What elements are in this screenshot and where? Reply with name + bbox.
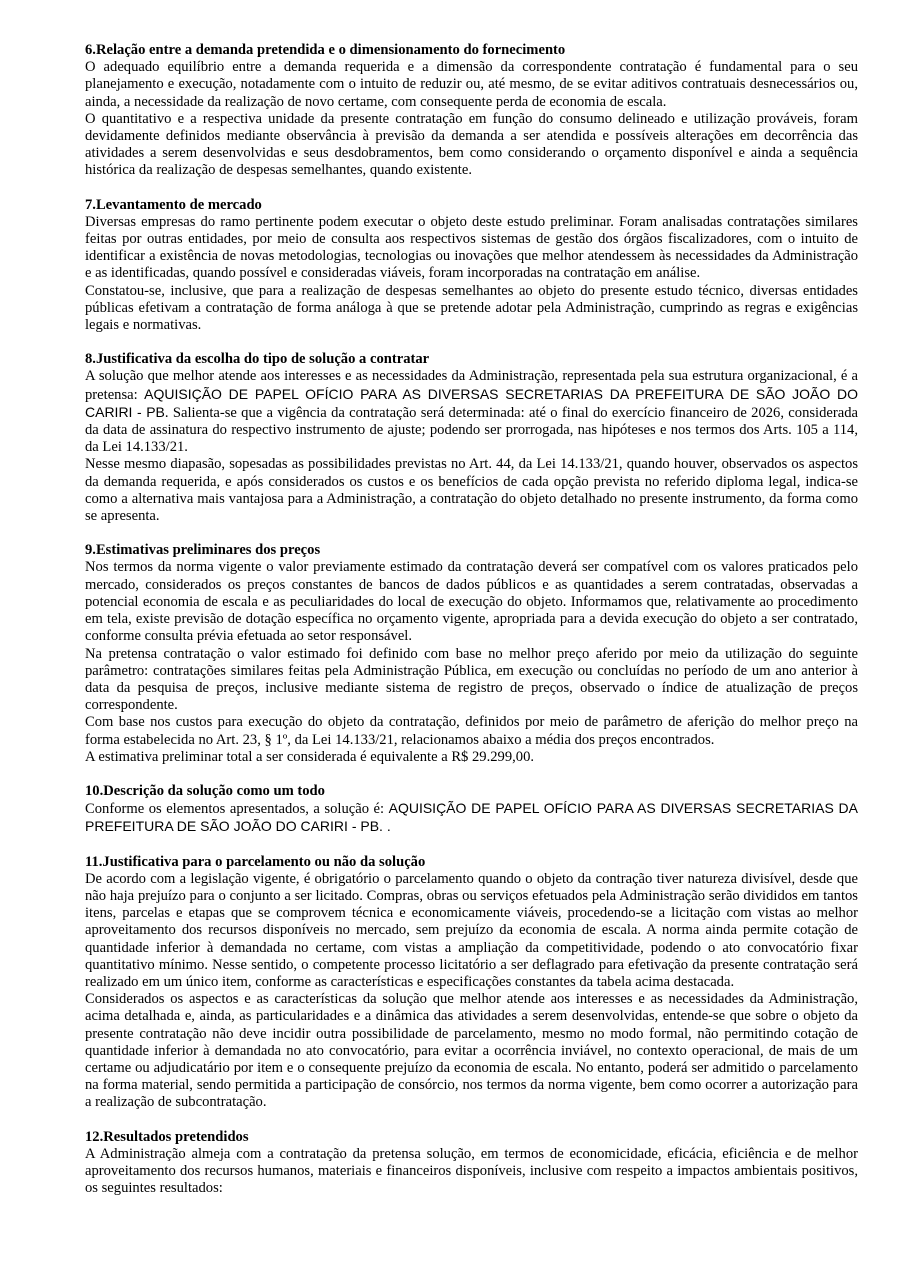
- section-heading: 12.Resultados pretendidos: [85, 1128, 249, 1145]
- paragraph-text: Conforme os elementos apresentados, a solução é:: [85, 801, 389, 818]
- section-8: [85, 351, 858, 525]
- paragraph: De acordo com a legislação vigente, é obrigatório o parcelamento quando o objeto da contração tiver natureza divisível, desde que não haja prejuízo para o conjunto a ser licitado. Compras, obras ou serviços efetuados pela Administração serão divididos em tantos itens, parcelas e etapas que se comprovem técnica e economicamente viáveis, procedendo-se a licitação com vistas ao melhor aproveitamento dos recursos disponíveis no mercado, sem prejuízo da economia de escala. A norma ainda permite cotação de quantidade inferior à demandada no certame, com vistas a ampliação da competitividade, podendo o ato convocatório fixar quantitativo mínimo. Nesse sentido, o competente processo licitatório a ser deflagrado para efetivação da presente contratação será realizado em um único item, conforme as características e especificações constantes da tabela acima destacada.: [85, 870, 858, 990]
- paragraph: O quantitativo e a respectiva unidade da presente contratação em função do consumo delineado e utilização prováveis, foram devidamente definidos mediante observância à previsão da demanda a ser atendida e possíveis alterações em decorrência das atividades a serem desenvolvidas e seus desdobramentos, bem como considerando o orçamento disponível e ainda a sequência histórica da realização de despesas semelhantes, quando existente.: [85, 110, 858, 179]
- paragraph: A estimativa preliminar total a ser considerada é equivalente a R$ 29.299,00.: [85, 748, 535, 765]
- paragraph: O adequado equilíbrio entre a demanda requerida e a dimensão da correspondente contratação é fundamental para o seu planejamento e execução, notadamente com o intuito de reduzir ou, até mesmo, de se evitar aditivos contratuais desnecessários ou, ainda, a necessidade da realização de novo certame, com consequente perda de economia de escala.: [85, 59, 858, 110]
- section-heading: 10.Descrição da solução como um todo: [85, 782, 325, 799]
- paragraph: Na pretensa contratação o valor estimado foi definido com base no melhor preço aferido por meio da utilização do seguinte parâmetro: contratações similares feitas pela Administração Pública, em execução ou concluídas no período de um ano anterior à data da pesquisa de preços, inclusive mediante sistema de registro de preços, observado o índice de atualização de preços correspondente.: [85, 645, 858, 714]
- section-heading: 11.Justificativa para o parcelamento ou não da solução: [85, 853, 426, 870]
- paragraph: [85, 368, 858, 456]
- section-heading: 7.Levantamento de mercado: [85, 196, 262, 213]
- section-10: [85, 783, 858, 837]
- section-7: [85, 197, 858, 335]
- section-heading: 8.Justificativa da escolha do tipo de solução a contratar: [85, 351, 430, 368]
- paragraph: [85, 800, 858, 836]
- document-page: [85, 42, 858, 1214]
- contract-object-text: AQUISIÇÃO DE PAPEL OFÍCIO PARA AS DIVERSAS SECRETARIAS DA PREFEITURA DE SÃO JOÃO DO CARIRI - PB: [85, 385, 859, 420]
- section-6: [85, 42, 858, 180]
- paragraph: Diversas empresas do ramo pertinente podem executar o objeto deste estudo preliminar. Foram analisadas contratações similares feitas por outras entidades, por meio de consulta aos respectivos sistemas de gestão dos órgãos fiscalizadores, com o intuito de identificar a existência de novas metodologias, tecnologias ou inovações que melhor atendessem às necessidades da Administração e as identificadas, quando possível e consideradas viáveis, foram incorporadas na contratação em análise.: [85, 213, 858, 282]
- section-11: [85, 854, 858, 1112]
- paragraph: Constatou-se, inclusive, que para a realização de despesas semelhantes ao objeto do presente estudo técnico, diversas entidades públicas efetivam a contratação de forma análoga à que se pretende adotar pela Administração, cumprindo as regras e exigências legais e normativas.: [85, 282, 858, 334]
- paragraph-text: A solução que melhor atende aos interesses e as necessidades da Administração, representada pela sua estrutura organizacional, é a pretensa:: [85, 368, 858, 403]
- section-12: [85, 1129, 858, 1198]
- paragraph: A Administração almeja com a contratação da pretensa solução, em termos de economicidade, eficácia, eficiência e de melhor aproveitamento dos recursos humanos, materiais e financeiros disponíveis, inclusive com respeito a impactos ambientais positivos, os seguintes resultados:: [85, 1145, 858, 1197]
- paragraph: Nesse mesmo diapasão, sopesadas as possibilidades previstas no Art. 44, da Lei 14.133/21, quando houver, observados os aspectos da demanda requerida, e após considerados os custos e os benefícios de cada opção prevista no referido diploma legal, indica-se como a alternativa mais vantajosa para a Administração, a contratação do objeto detalhado no presente instrumento, da forma como se apresenta.: [85, 456, 858, 525]
- section-heading: 6.Relação entre a demanda pretendida e o dimensionamento do fornecimento: [85, 42, 566, 58]
- contract-object-text: AQUISIÇÃO DE PAPEL OFÍCIO PARA AS DIVERSAS SECRETARIAS DA PREFEITURA DE SÃO JOÃO DO CARIRI - PB. .: [85, 800, 859, 835]
- paragraph-text: . Salienta-se que a vigência da contratação será determinada: até o final do exercício financeiro de 2026, considerada da data de assinatura do respectivo instrumento de ajuste; podendo ser prorrogada, nas hipóteses e nos termos dos Arts. 105 a 114, da Lei 14.133/21.: [85, 404, 858, 456]
- paragraph: Com base nos custos para execução do objeto da contratação, definidos por meio de parâmetro de aferição do melhor preço na forma estabelecida no Art. 23, § 1º, da Lei 14.133/21, relacionamos abaixo a média dos preços encontrados.: [85, 714, 858, 748]
- paragraph: Nos termos da norma vigente o valor previamente estimado da contratação deverá ser compatível com os valores praticados pelo mercado, considerados os preços constantes de bancos de dados públicos e as quantidades a serem contratadas, observadas a potencial economia de escala e as peculiaridades do local de execução do objeto. Informamos que, relativamente ao procedimento em tela, existe previsão de dotação específica no orçamento vigente, apropriada para a devida execução do objeto a ser contratado, conforme consulta prévia efetuada ao setor responsável.: [85, 559, 858, 645]
- section-heading: 9.Estimativas preliminares dos preços: [85, 542, 321, 559]
- section-9: [85, 542, 858, 766]
- paragraph: Considerados os aspectos e as características da solução que melhor atende aos interesses e as necessidades da Administração, acima detalhada e, ainda, as particularidades e a dinâmica das atividades a serem desenvolvidas, entende-se que sobre o objeto da presente contratação não deve incidir outra possibilidade de parcelamento, mesmo no modo formal, não permitindo cotação de quantidade inferior à demandada no ato convocatório, para evitar a ocorrência inviável, no contexto operacional, de mais de um certame ou adjudicatário por item e o consequente prejuízo da economia de escala. No entanto, poderá ser admitido o parcelamento na forma material, sendo permitida a participação de consórcio, nos termos da norma vigente, bem como ocorrer a autorização para a realização de subcontratação.: [85, 991, 858, 1111]
